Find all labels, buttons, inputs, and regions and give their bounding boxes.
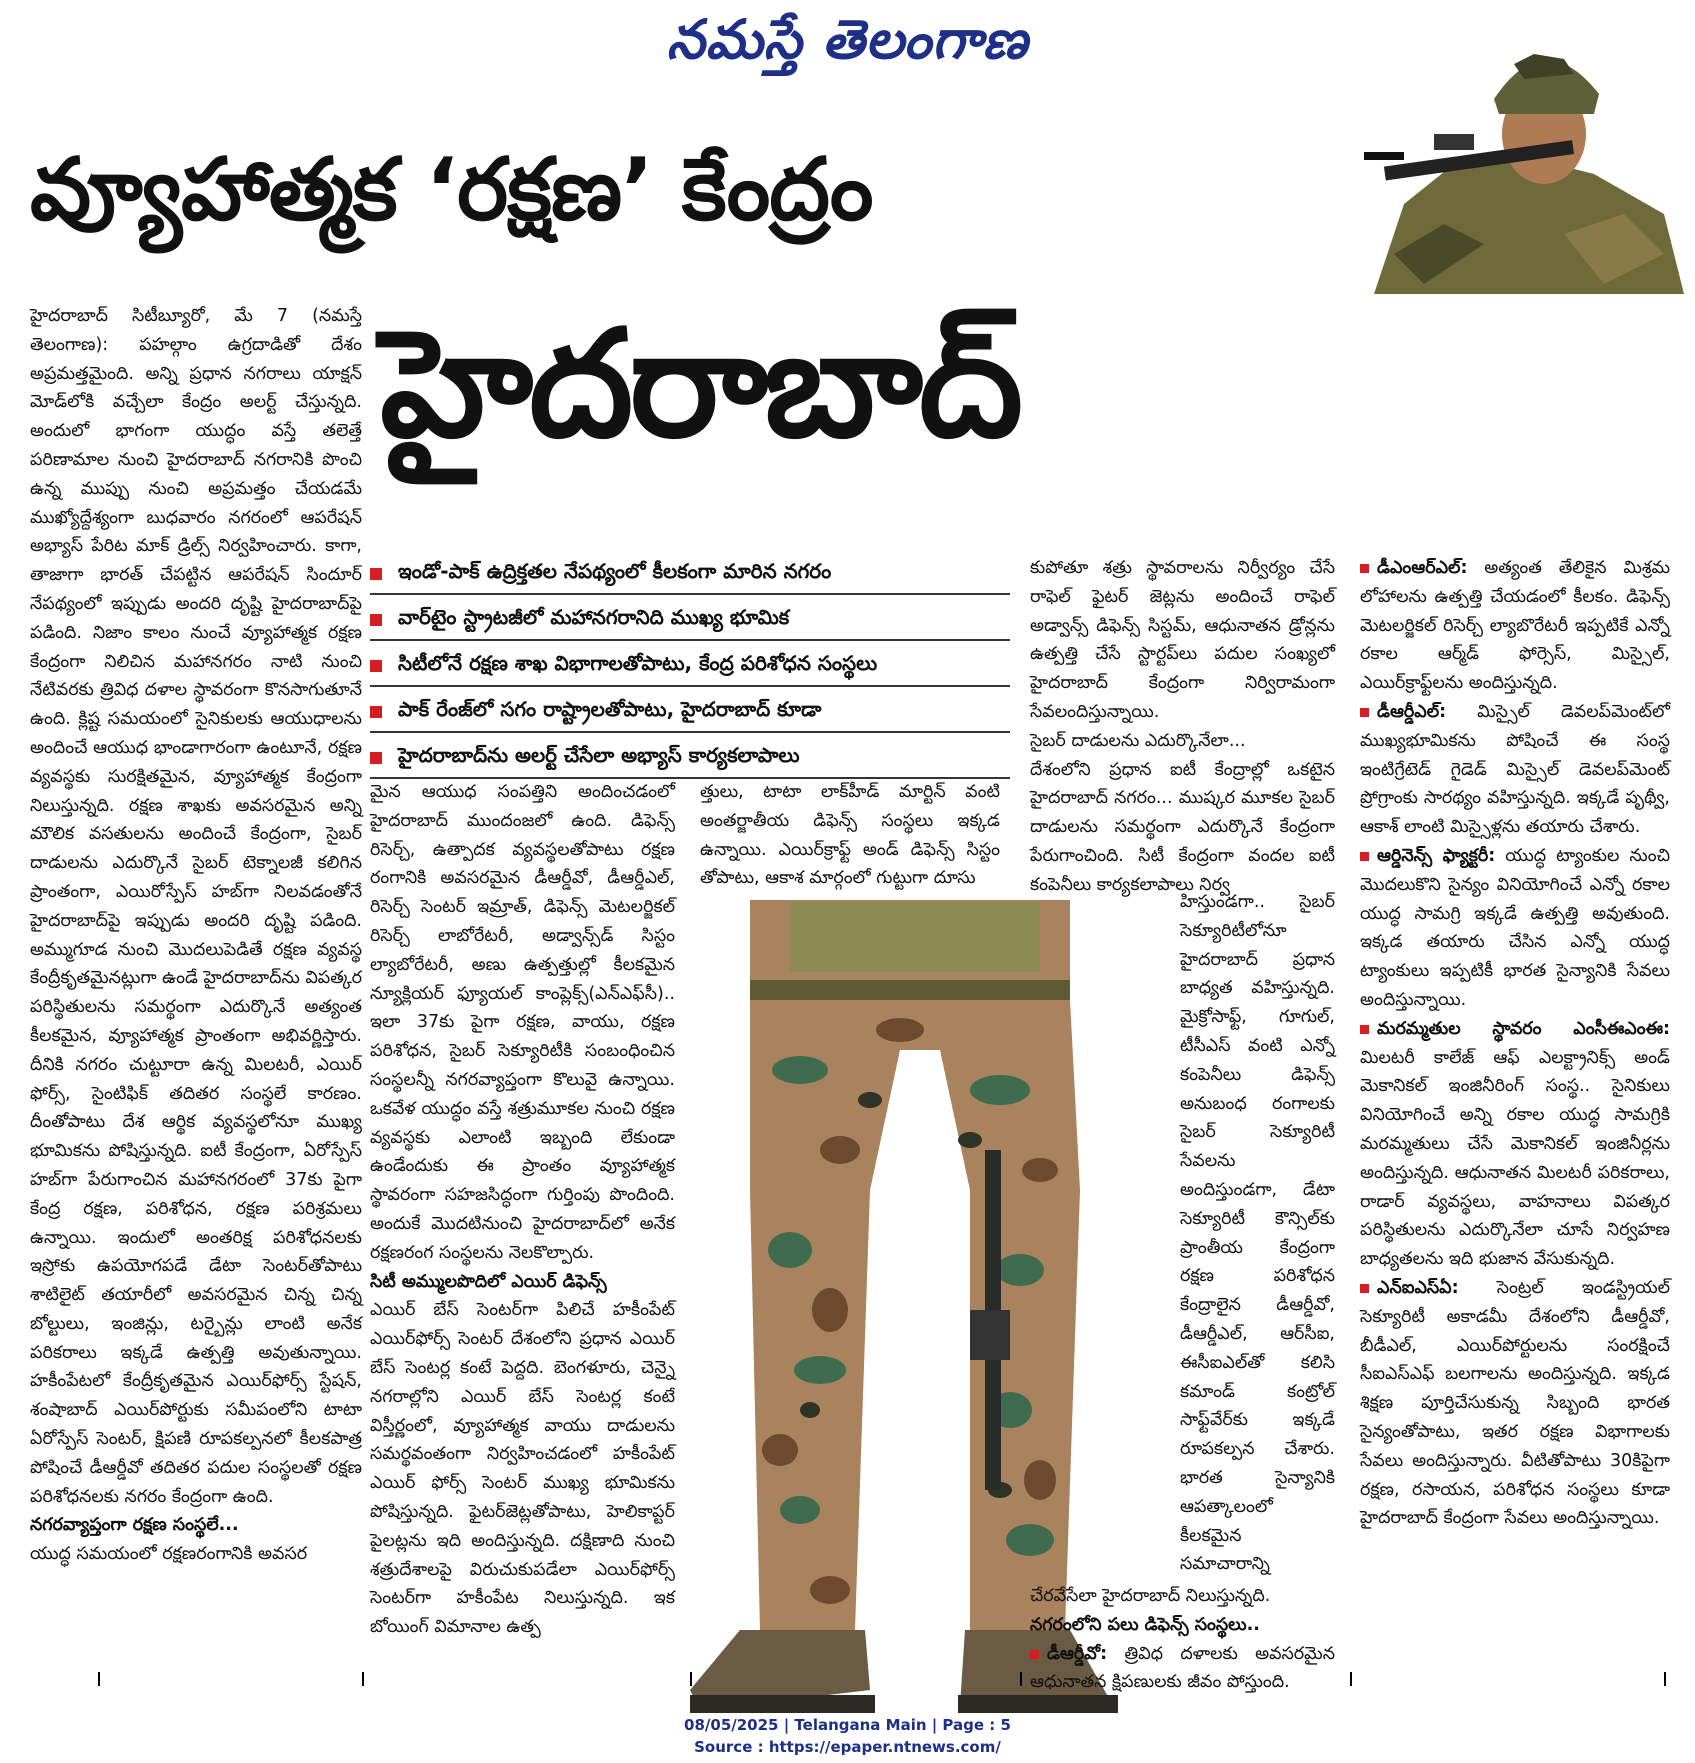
defense-institution-item: డీఎంఆర్ఎల్: అత్యంత తేలికైన మిశ్రమ లోహాలను ఉత్పత్తి చేయడంలో కీలకం. డిఫెన్స్ మెటలర్జికల్ రిసెర్చ్ ల్యాబొరేటరీ ఇప్పటికే ఎన్నో రకాల ఆర్మ్‌డ్ ఫోర్సెస్, మిస్సైల్, ఎయిర్‌క్రాఫ్ట్‌లను అందిస్తున్నది.	[1360, 558, 1670, 694]
article-column-4-narrow: హిస్తుండగా.. సైబర్ సెక్యూరిటీలోనూ హైదరాబాద్ ప్రధాన బాధ్యత వహిస్తున్నది. మైక్రోసాఫ్ట్, గూగుల్, టీసీఎస్ వంటి ఎన్నో కంపెనీలు డిఫెన్స్ అనుబంధ రంగాలకు సైబర్ సెక్యూరిటీ సేవలను అందిస్తుండగా, డేటా సెక్యూరిటీ కౌన్సిల్‌కు ప్రాంతీయ కేంద్రంగా రక్షణ పరిశోధన కేంద్రాలైన డీఆర్డీవో, డీఆర్డీఎల్, ఆర్‌సీఐ, ఈసీఐఎల్‌తో కలిసి కమాండ్ కంట్రోల్ సాఫ్ట్‌వేర్‌కు ఇక్కడే రూపకల్పన చేశారు. భారత సైన్యానికి ఆపత్కాలంలో కీలకమైన సమాచారాన్ని	[1180, 892, 1335, 1575]
column-2-body-2: ఎయిర్ బేస్ సెంటర్‌గా పిలిచే హకీంపేట్ ఎయిర్‌ఫోర్స్ సెంటర్ దేశంలోని ప్రధాన ఎయిర్ బేస్ సెంటర్ల కంటే పెద్దది. బెంగళూరు, చెన్నై నగరాల్లోని ఎయిర్ బేస్ సెంటర్ల కంటే విస్తీర్ణంలో, వ్యూహాత్మక వాయు దాడులను సమర్థవంతంగా నిర్వహించడంలో హకీంపేట్ ఎయిర్ ఫోర్స్ సెంటర్ ముఖ్య భూమికను పోషిస్తున్నది. ఫైటర్‌జెట్లతోపాటు, హెలికాప్టర్ పైలట్లను ఇది అందిస్తున్నది. దక్షిణాది నుంచి శత్రుదేశాలపై విరుచుకుపడేలా ఎయిర్‌ఫోర్స్ సెంటర్‌గా హకీంపేట నిలుస్తున్నది. ఇక బోయింగ్ విమానాల ఉత్ప	[370, 1300, 675, 1638]
defense-institution-item: ఎన్ఐఎస్ఏ: సెంట్రల్ ఇండస్ట్రియల్ సెక్యూరిటీ అకాడమీ దేశంలోని డీఆర్డీవో, బీడీఎల్, ఎయిర్‌పోర్టులను సంరక్షించే సీఐఎస్ఎఫ్ బలగాలను అందిస్తున్నది. ఇక్కడ శిక్షణ పూర్తిచేసుకున్న సిబ్బంది భారత సైన్యంతోపాటు, ఇతర రక్షణ విభాగాలకు సేవలు అందిస్తున్నారు. వీటితోపాటు 30కిపైగా రక్షణ, రసాయన, పరిశోధన సంస్థలు కూడా హైదరాబాద్ కేంద్రంగా సేవలు అందిస్తున్నాయి.	[1360, 1277, 1670, 1529]
item-label: డీఆర్డీవో:	[1047, 1643, 1108, 1664]
highlight-item: వార్‌టైం స్ట్రాటజీలో మహానగరానిది ముఖ్య భూమిక	[370, 600, 1010, 641]
page-footer	[0, 1714, 1695, 1758]
bullet-square-icon	[370, 752, 382, 764]
column-1-subheading: నగరవ్యాప్తంగా రక్షణ సంస్థలే...	[30, 1515, 239, 1536]
column-4-subheading: సైబర్ దాడులను ఎదుర్కొనేలా...	[1030, 730, 1246, 751]
column-4-subheading-2: నగరంలోని పలు డిఫెన్స్ సంస్థలు..	[1030, 1614, 1260, 1635]
crop-mark	[1020, 1672, 1022, 1686]
article-column-2	[370, 778, 675, 1703]
article-column-4-bottom	[1030, 1582, 1335, 1692]
article-column-3	[700, 778, 1000, 893]
bullet-square-icon	[1360, 852, 1369, 861]
column-4-body-3: చేరవేసేలా హైదరాబాద్ నిలుస్తున్నది.	[1030, 1586, 1271, 1606]
bullet-square-icon	[370, 706, 382, 718]
bullet-square-icon	[1360, 564, 1369, 573]
highlight-item: ఇండో-పాక్ ఉద్రిక్తతల నేపథ్యంలో కీలకంగా మారిన నగరం	[370, 554, 1010, 595]
article-column-4	[1030, 554, 1335, 895]
column-3-body: త్తులు, టాటా లాక్‌హీడ్ మార్టిన్ వంటి అంతర్జాతీయ డిఫెన్స్ సంస్థలు ఇక్కడ ఉన్నాయి. ఎయిర్‌క్రాఫ్ట్ అండ్ డిఫెన్స్ సిస్టం తోపాటు, ఆకాశ మార్గంలో గుట్టుగా దూసు	[700, 782, 1000, 889]
column-2-subheading: సిటీ అమ్ములపొదిలో ఎయిర్ డిఫెన్స్	[370, 1271, 607, 1292]
bullet-square-icon	[1360, 1284, 1369, 1293]
bullet-square-icon	[370, 568, 382, 580]
item-text: త్రివిధ దళాలకు అవసరమైన ఆధునాతన క్షిపణులకు జీవం పోస్తుంది.	[1030, 1643, 1335, 1693]
article-column-1	[30, 302, 362, 1692]
masthead-logo: నమస్తే తెలంగాణ	[666, 8, 1029, 71]
defense-institution-item: ఆర్డినెన్స్ ఫ్యాక్టరీ: యుద్ధ ట్యాంకుల నుంచి మొదలుకొని సైన్యం వినియోగించే ఎన్నో రకాల యుద్ధ సామగ్రి ఇక్కడే ఉత్పత్తి అవుతుంది. ఇక్కడ తయారు చేసిన ఎన్నో యుద్ధ ట్యాంకులు ఇప్పటికీ భారత సైన్యానికి సేవలు అందిస్తున్నాయి.	[1360, 845, 1670, 1010]
highlights-list	[370, 554, 1010, 784]
highlight-item: సిటీలోనే రక్షణ శాఖ విభాగాలతోపాటు, కేంద్ర పరిశోధన సంస్థలు	[370, 646, 1010, 687]
headline-line1: వ్యూహాత్మక ‘రక్షణ’ కేంద్రం	[30, 140, 873, 240]
bullet-square-icon	[1360, 1025, 1369, 1034]
footer-date-page: 08/05/2025 | Telangana Main | Page : 5	[684, 1716, 1011, 1734]
highlight-item: హైదరాబాద్‌ను అలర్ట్ చేసేలా అభ్యాస్ కార్యకలాపాలు	[370, 738, 1010, 779]
crop-mark	[98, 1672, 100, 1686]
soldier-aiming-photo	[1364, 4, 1684, 294]
defense-institution-item: మరమ్మతుల స్థావరం ఎంసీఈఎంఈ: మిలటరీ కాలేజ్ ఆఫ్ ఎలక్ట్రానిక్స్ అండ్ మెకానికల్ ఇంజినీరింగ్ సంస్థ.. సైనికులు వినియోగించే అన్ని రకాల యుద్ధ సామగ్రికి మరమ్మతులు చేసే మెకానికల్ ఇంజినీర్లను అందిస్తున్నది. ఆధునాతన మిలటరీ పరికరాలు, రాడార్ వ్యవస్థలు, వాహనాలు విపత్కర పరిస్థితులను ఎదుర్కొనేలా చూసే నిర్వహణ బాధ్యతలను ఇది భుజాన వేసుకున్నది.	[1360, 1018, 1670, 1270]
bullet-square-icon	[370, 660, 382, 672]
article-column-5	[1360, 554, 1670, 1692]
crop-mark	[1350, 1672, 1352, 1686]
footer-source-link[interactable]: Source : https://epaper.ntnews.com/	[694, 1738, 1001, 1756]
highlight-item: పాక్ రేంజ్‌లో సగం రాష్ట్రాలతోపాటు, హైదరాబాద్ కూడా	[370, 692, 1010, 733]
headline-line2: హైదరాబాద్	[380, 298, 1020, 470]
crop-mark	[362, 1672, 364, 1686]
crop-mark	[690, 1672, 692, 1686]
bullet-square-icon	[1030, 1650, 1039, 1659]
column-4-body: కుపోతూ శత్రు స్థావరాలను నిర్వీర్యం చేసే రాఫెల్ ఫైటర్ జెట్లను అందించే రాఫెల్ అడ్వాన్స్ డిఫెన్స్ సిస్టమ్, ఆధునాతన డ్రోన్లను ఉత్పత్తి చేసే స్టార్టప్‌లు పదుల సంఖ్యలో హైదరాబాద్ కేంద్రంగా నిర్విరామంగా సేవలందిస్తున్నాయి.	[1030, 558, 1335, 722]
defense-institution-item: డీఆర్డీఎల్: మిస్సైల్ డెవలప్‌మెంట్‌లో ముఖ్యభూమికను పోషించే ఈ సంస్థ ఇంటిగ్రేటెడ్ గైడెడ్ మిస్సైల్ డెవలప్‌మెంట్ ప్రోగ్రాంకు సారథ్యం వహిస్తున్నది. ఇక్కడే పృథ్వీ, ఆకాశ్ లాంటి మిస్సైళ్లను తయారు చేశారు.	[1360, 701, 1670, 838]
column-1-body: హైదరాబాద్ సిటీబ్యూరో, మే 7 (నమస్తే తెలంగాణ): పహల్గాం ఉగ్రదాడితో దేశం అప్రమత్తమైంది. అన్ని ప్రధాన నగరాలు యాక్షన్ మోడ్‌లోకి వచ్చేలా కేంద్రం అలర్ట్ చేస్తున్నది. అందులో భాగంగా యుద్ధం వస్తే తలెత్తే పరిణామాల నుంచి హైదరాబాద్ నగరానికి పొంచి ఉన్న ముప్పు నుంచి అప్రమత్తం చేయడమే ముఖ్యోద్దేశ్యంగా బుధవారం నగరంలో ఆపరేషన్ అభ్యాస్ పేరిట మాక్ డ్రిల్స్ నిర్వహించారు. కాగా, తాజాగా భారత్ చేపట్టిన ఆపరేషన్ సిందూర్ నేపథ్యంలో ఇప్పుడు అందరి దృష్టి హైదరాబాద్‌పై పడింది. నిజాం కాలం నుంచే వ్యూహాత్మక రక్షణ కేంద్రంగా నిలిచిన మహానగరం నాటి నుంచి నేటివరకు త్రివిధ దళాల స్థావరంగా కొనసాగుతూనే ఉంది. క్లిష్ట సమయంలో సైనికులకు ఆయుధాలను అందించే ఆయుధ భాండాగారంగా ఉంటూనే, రక్షణ వ్యవస్థకు సురక్షితమైన, వ్యూహాత్మక కేంద్రంగా నిలుస్తున్నది. రక్షణ శాఖకు అవసరమైన అన్ని మౌలిక వసతులను అందించే కేంద్రంగా, సైబర్ దాడులను ఎదుర్కొనే సైబర్ టెక్నాలజీ కలిగిన ప్రాంతంగా, ఎయిరోస్పేస్ హబ్‌గా నిలవడంతోనే హైదరాబాద్‌పై ఇప్పుడు అందరి దృష్టి పడింది. అమ్ముగూడ నుంచి మొదలుపెడితే రక్షణ వ్యవస్థ కేంద్రీకృతమైనట్లుగా ఉండే హైదరాబాద్‌ను విపత్కర పరిస్థితులను సమర్థంగా ఎదుర్కొనే అత్యంత కీలకమైన, వ్యూహాత్మక ప్రాంతంగా అభివర్ణిస్తారు. దీనికి నగరం చుట్టూరా ఉన్న మిలటరీ, ఎయిర్ ఫోర్స్, సైంటిఫిక్ తదితర సంస్థలే కారణం. దీంతోపాటు దేశ ఆర్థిక వ్యవస్థలోనూ ముఖ్య భూమికను పోషిస్తున్నది. ఐటీ కేంద్రంగా, ఏరోస్పేస్ హబ్‌గా పేరుగాంచిన మహానగరంలో 37కు పైగా కేంద్ర రక్షణ, పరిశోధన, రక్షణ పరిశ్రమలు ఉన్నాయి. ఇందులో అంతరిక్ష పరిశోధనలకు ఇస్రోకు ఉపయోగపడే డేటా సెంటర్‌తోపాటు శాటిలైట్ తయారీలో అవసరమైన చిన్న చిన్న బోల్టులు, ఇంజిన్లు, టర్బైన్లు లాంటి అనేక పరికరాలు ఇక్కడే ఉత్పత్తి అవుతున్నాయి. హకీంపేటలో కేంద్రీకృతమైన ఎయిర్‌ఫోర్స్ స్టేషన్, శంషాబాద్ ఎయిర్‌పోర్టుకు సమీపంలోని టాటా ఏరోస్పేస్ సెంటర్, క్షిపణి రూపకల్పనలో కీలకపాత్ర పోషించే డీఆర్డీవో తదితర పదుల సంస్థలతో రక్షణ పరిశోధనలకు నగరం కేంద్రంగా ఉంది.	[30, 306, 363, 1507]
column-4-body-2: దేశంలోని ప్రధాన ఐటీ కేంద్రాల్లో ఒకటైన హైదరాబాద్ నగరం... ముష్కర మూకల సైబర్ దాడులను సమర్థంగా ఎదుర్కొనే కేంద్రంగా పేరుగాంచింది. సిటీ కేంద్రంగా వందల ఐటీ కంపెనీలు కార్యకలాపాలు నిర్వ	[1030, 759, 1335, 895]
column-2-body: మైన ఆయుధ సంపత్తిని అందించడంలో హైదరాబాద్ ముందంజలో ఉంది. డిఫెన్స్ రిసెర్చ్, ఉత్పాదక వ్యవస్థలతోపాటు రక్షణ రంగానికి అవసరమైన డీఆర్డీవో, డీఆర్డీఎల్, రిసెర్చ్ సెంటర్ ఇమ్రాత్, డిఫెన్స్ మెటలర్జికల్ రిసెర్చ్ లాబోరేటరీ, అడ్వాన్స్‌డ్ సిస్టం ల్యాబోరేటరీ, అణు ఉత్పత్తుల్లో కీలకమైన న్యూక్లియర్ ఫ్యూయల్ కాంప్లెక్స్(ఎన్‌ఎఫ్‌సీ).. ఇలా 37కు పైగా రక్షణ, వాయు, రక్షణ పరిశోధన, సైబర్ సెక్యూరిటీకి సంబంధించిన సంస్థలన్నీ నగరవ్యాప్తంగా కొలువై ఉన్నాయి. ఒకవేళ యుద్ధం వస్తే శత్రుమూకల నుంచి రక్షణ వ్యవస్థకు ఎలాంటి ఇబ్బంది లేకుండా ఉండేందుకు ఈ ప్రాంతం వ్యూహాత్మక స్థావరంగా సహజసిద్ధంగా గుర్తింపు పొందింది. అందుకే మొదటినుంచి హైదరాబాద్‌లో అనేక రక్షణరంగ సంస్థలను నెలకొల్పారు.	[370, 782, 675, 1263]
bullet-square-icon	[370, 614, 382, 626]
bullet-square-icon	[1360, 708, 1369, 717]
crop-mark	[1664, 1672, 1666, 1686]
column-1-tail: యుద్ధ సమయంలో రక్షణరంగానికి అవసర	[30, 1544, 308, 1565]
